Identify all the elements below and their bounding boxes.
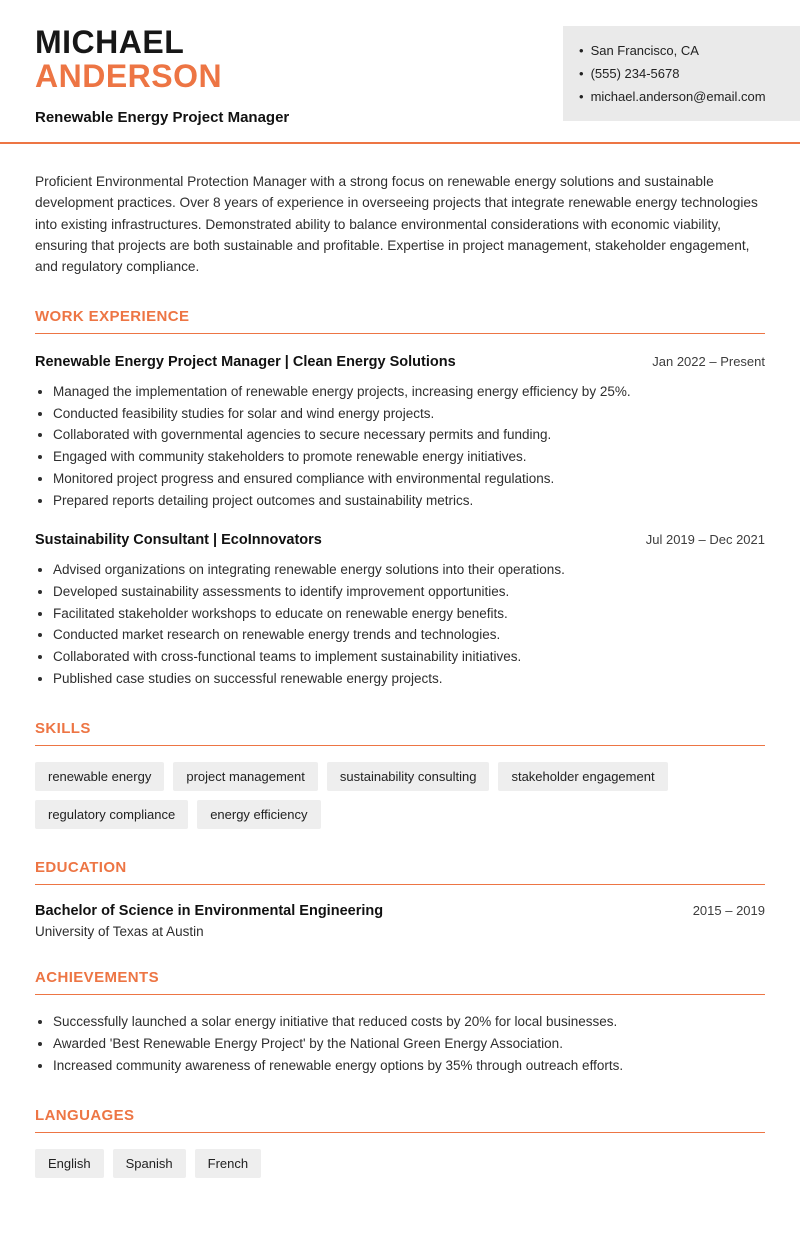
job-head	[35, 532, 765, 548]
resume-header	[0, 0, 800, 126]
bullet-item: • Developed sustainability assessments to identify improvement opportunities.	[53, 581, 765, 603]
job-title-company: Sustainability Consultant | EcoInnovators	[35, 531, 322, 548]
languages-tag-list	[35, 1149, 765, 1178]
contact-phone-text: (555) 234-5678	[590, 66, 680, 81]
section-skills	[35, 720, 765, 829]
bullet-item: • Published case studies on successful renewable energy projects.	[53, 668, 765, 690]
bullet-item: • Facilitated stakeholder workshops to educate on renewable energy benefits.	[53, 603, 765, 625]
section-title-education: EDUCATION	[35, 859, 765, 885]
contact-email-text: michael.anderson@email.com	[590, 89, 766, 104]
education-head	[35, 903, 765, 919]
education-dates: 2015 – 2019	[692, 903, 765, 918]
contact-box	[563, 26, 800, 121]
first-name: MICHAEL	[35, 24, 185, 60]
skill-tag: sustainability consulting	[327, 762, 490, 791]
section-languages	[35, 1107, 765, 1178]
job-bullet-list	[35, 559, 765, 690]
bullet-item: • Increased community awareness of renewable energy options by 35% through outreach efforts.	[53, 1055, 765, 1077]
bullet-icon: •	[579, 89, 584, 104]
job-dates: Jan 2022 – Present	[652, 353, 765, 369]
skill-tag: renewable energy	[35, 762, 164, 791]
header-job-title: Renewable Energy Project Manager	[35, 108, 290, 126]
job-dates: Jul 2019 – Dec 2021	[645, 531, 765, 547]
job-entry	[35, 354, 765, 512]
last-name: ANDERSON	[35, 57, 223, 94]
achievements-bullet-list	[35, 1011, 765, 1077]
school-name: University of Texas at Austin	[35, 924, 204, 939]
bullet-item: • Advised organizations on integrating renewable energy solutions into their operations.	[53, 559, 765, 581]
bullet-item: • Successfully launched a solar energy initiative that reduced costs by 20% for local businesses.	[53, 1011, 765, 1033]
skills-tag-list	[35, 762, 765, 829]
education-entry	[35, 903, 765, 939]
bullet-item: • Conducted feasibility studies for solar and wind energy projects.	[53, 403, 765, 425]
contact-location	[579, 39, 784, 62]
summary-paragraph: Proficient Environmental Protection Manager with a strong focus on renewable energy solutions and sustainable development practices. Over 8 years of experience in overseeing projects that integrate renewable energy technologies into existing infrastructures. Demonstrated ability to balance environmental considerations with economic viability, ensuring that projects are both sustainable and profitable. Expertise in project management, stakeholder engagement, and regulatory compliance.	[35, 173, 758, 275]
skill-tag: regulatory compliance	[35, 800, 188, 829]
skill-tag: energy efficiency	[197, 800, 320, 829]
skill-tag: stakeholder engagement	[498, 762, 667, 791]
bullet-item: • Prepared reports detailing project outcomes and sustainability metrics.	[53, 490, 765, 512]
bullet-item: • Collaborated with governmental agencies to secure necessary permits and funding.	[53, 424, 765, 446]
language-tag: Spanish	[113, 1149, 186, 1178]
section-title-languages: LANGUAGES	[35, 1107, 765, 1133]
header-divider	[0, 142, 800, 144]
resume-content	[0, 171, 800, 1178]
job-bullet-list	[35, 381, 765, 512]
bullet-item: • Managed the implementation of renewable energy projects, increasing energy efficiency by 25%.	[53, 381, 765, 403]
section-work-experience	[35, 308, 765, 690]
job-title-company: Renewable Energy Project Manager | Clean Energy Solutions	[35, 353, 456, 370]
section-achievements	[35, 969, 765, 1077]
language-tag: French	[195, 1149, 261, 1178]
section-title-skills: SKILLS	[35, 720, 765, 746]
contact-location-text: San Francisco, CA	[590, 43, 699, 58]
bullet-item: • Monitored project progress and ensured compliance with environmental regulations.	[53, 468, 765, 490]
skill-tag: project management	[173, 762, 318, 791]
contact-phone	[579, 62, 784, 85]
section-title-work-experience: WORK EXPERIENCE	[35, 308, 765, 334]
bullet-item: • Collaborated with cross-functional teams to implement sustainability initiatives.	[53, 646, 765, 668]
section-title-achievements: ACHIEVEMENTS	[35, 969, 765, 995]
job-head	[35, 354, 765, 370]
section-education	[35, 859, 765, 939]
bullet-icon: •	[579, 43, 584, 58]
bullet-icon: •	[579, 66, 584, 81]
language-tag: English	[35, 1149, 104, 1178]
bullet-item: • Engaged with community stakeholders to promote renewable energy initiatives.	[53, 446, 765, 468]
contact-email	[579, 85, 784, 108]
bullet-item: • Awarded 'Best Renewable Energy Project' by the National Green Energy Association.	[53, 1033, 765, 1055]
degree-title: Bachelor of Science in Environmental Engineering	[35, 903, 384, 919]
bullet-item: • Conducted market research on renewable energy trends and technologies.	[53, 624, 765, 646]
name-block	[35, 26, 289, 126]
job-entry	[35, 532, 765, 690]
